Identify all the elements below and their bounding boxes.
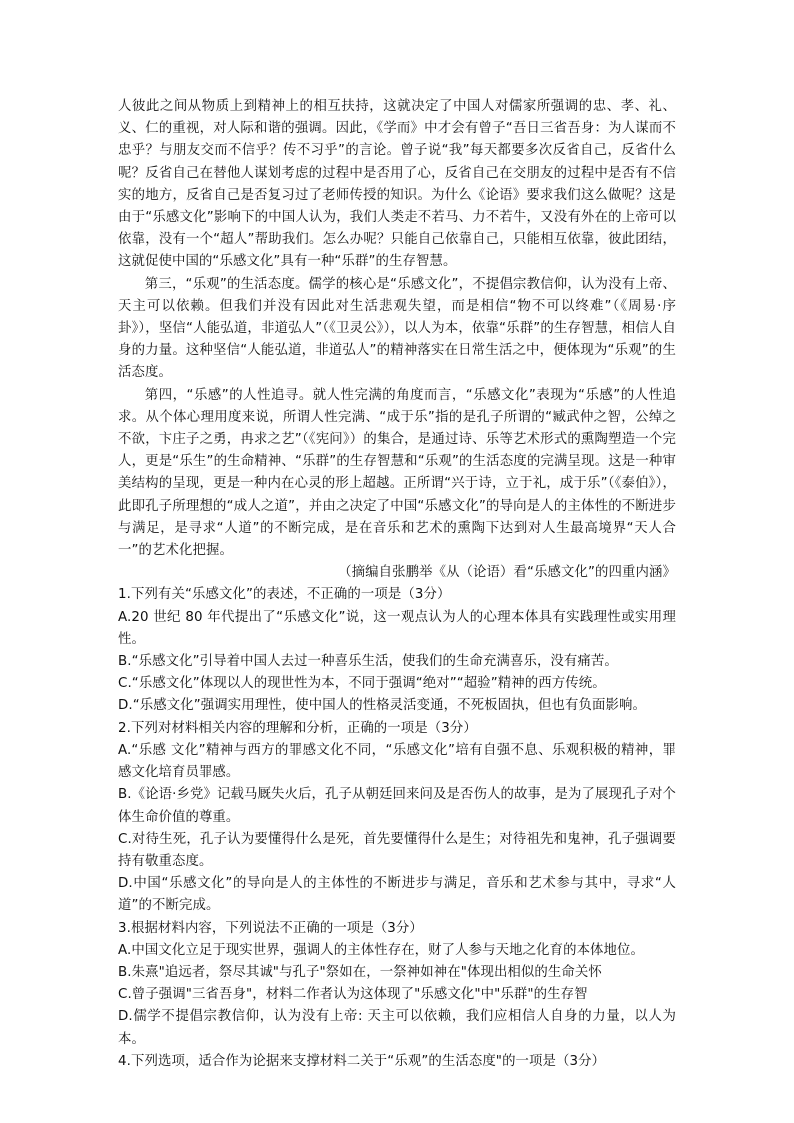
question-1 bbox=[118, 584, 676, 717]
passage-paragraph: 第三，“乐观”的生活态度。儒学的核心是“乐感文化”，不提倡宗教信仰，认为没有上帝、天主可以依赖。但我们并没有因此对生活悲观失望，而是相信“物不可以终难”（《周易·序卦》），坚信“人能弘道，非道弘人”（《卫灵公》），以人为本，依靠“乐群”的生存智慧，相信人自身的力量。这种坚信“人能弘道，非道弘人”的精神落实在日常生活之中，便体现为“乐观”的生活态度。 bbox=[118, 276, 676, 381]
question-3 bbox=[118, 918, 676, 1051]
passage-paragraph: 第四，“乐感”的人性追寻。就人性完满的角度而言，“乐感文化”表现为“乐感”的人性追求。从个体心理用度来说，所谓人性完满、“成于乐”指的是孔子所谓的“臧武仲之智，公绰之不欲，卞庄子之勇，冉求之艺”（《宪问》）的集合，是通过诗、乐等艺术形式的熏陶塑造一个完人，更是“乐生”的生命精神、“乐群”的生存智慧和“乐观”的生活态度的完满呈现。这是一种审美结构的呈现，更是一种内在心灵的形上超越。正所谓“兴于诗，立于礼，成于乐”（《泰伯》），此即孔子所理想的“成人之道”，并由之决定了中国“乐感文化”的导向是人的主体性的不断进步与满足，是寻求“人道”的不断完成，是在音乐和艺术的熏陶下达到对人生最高境界“天人合一”的艺术化把握。 bbox=[118, 387, 676, 559]
option-d: D.“乐感文化”强调实用理性，使中国人的性格灵活变通，不死板固执，但也有负面影响。 bbox=[118, 698, 646, 714]
question-4 bbox=[118, 1051, 676, 1073]
source-citation: （摘编自张鹏举《从（论语）看“乐感文化”的四重内涵》 bbox=[338, 565, 676, 581]
question-2 bbox=[118, 718, 676, 918]
option-c: C.对待生死，孔子认为要懂得什么是死，首先要懂得什么是生；对待祖先和鬼神，孔子强调要持有敬重态度。 bbox=[118, 831, 676, 869]
option-b: B.《论语·乡党》记载马厩失火后，孔子从朝廷回来问及是否伤人的故事，是为了展现孔子对个体生命价值的尊重。 bbox=[118, 787, 676, 825]
option-b: B.“乐感文化”引导着中国人去过一种喜乐生活，使我们的生命充满喜乐，没有痛苦。 bbox=[118, 654, 618, 670]
question-stem: 4.下列选项，适合作为论据来支撑材料二关于“乐观”的生活态度"的一项是（3分） bbox=[118, 1053, 606, 1069]
passage-paragraph: 人彼此之间从物质上到精神上的相互扶持，这就决定了中国人对儒家所强调的忠、孝、礼、义、仁的重视，对人际和谐的强调。因此，《学而》中才会有曾子“吾日三省吾身：为人谋而不忠乎？与朋友交而不信乎？传不习乎”的言论。曾子说“我”每天都要多次反省自己，反省什么呢？反省自己在替他人谋划考虑的过程中是否用了心，反省自己在交朋友的过程中是否有不信实的地方，反省自己是否复习过了老师传授的知识。为什么《论语》要求我们这么做呢？这是由于“乐感文化”影响下的中国人认为，我们人类走不若马、力不若牛，又没有外在的上帝可以依靠，没有一个“超人”帮助我们。怎么办呢？只能自己依靠自己，只能相互依靠，彼此团结，这就促使中国的“乐感文化”具有一种“乐群”的生存智慧。 bbox=[118, 99, 676, 270]
option-c: C.“乐感文化”体现以人的现世性为本，不同于强调“绝对”“超验”精神的西方传统。 bbox=[118, 676, 606, 692]
option-b: B.朱熹"追远者，祭尽其诚"与孔子"祭如在，一祭神如神在"体现出相似的生命关怀 bbox=[118, 964, 602, 980]
document-page bbox=[118, 96, 676, 1073]
option-a: A.中国文化立足于现实世界，强调人的主体性存在，财了人参与天地之化育的本体地位。 bbox=[118, 942, 645, 958]
option-d: D.儒学不提倡宗教信仰，认为没有上帝: 天主可以依赖，我们应相信人自身的力量，以人为本。 bbox=[118, 1009, 676, 1047]
option-a: A.20 世纪 80 年代提出了“乐感文化”说，这一观点认为人的心理本体具有实践理性或实用理性。 bbox=[118, 609, 676, 647]
option-d: D.中国“乐感文化”的导向是人的主体性的不断进步与满足，音乐和艺术参与其中，寻求“人道”的不断完成。 bbox=[118, 876, 676, 914]
question-stem: 1.下列有关“乐感文化”的表述，不正确的一项是（3分） bbox=[118, 587, 451, 603]
question-stem: 3.根据材料内容，下列说法不正确的一项是（3分） bbox=[118, 920, 423, 936]
option-a: A.“乐感 文化”精神与西方的罪感文化不同，“乐感文化”培有自强不息、乐观积极的精神，罪感文化培育员罪感。 bbox=[118, 742, 676, 781]
question-stem: 2.下列对材料相关内容的理解和分析，正确的一项是（3分） bbox=[118, 720, 477, 736]
option-c: C.曾子强调"三省吾身"，材料二作者认为这体现了"乐感文化"中"乐群"的生存智 bbox=[118, 987, 588, 1003]
